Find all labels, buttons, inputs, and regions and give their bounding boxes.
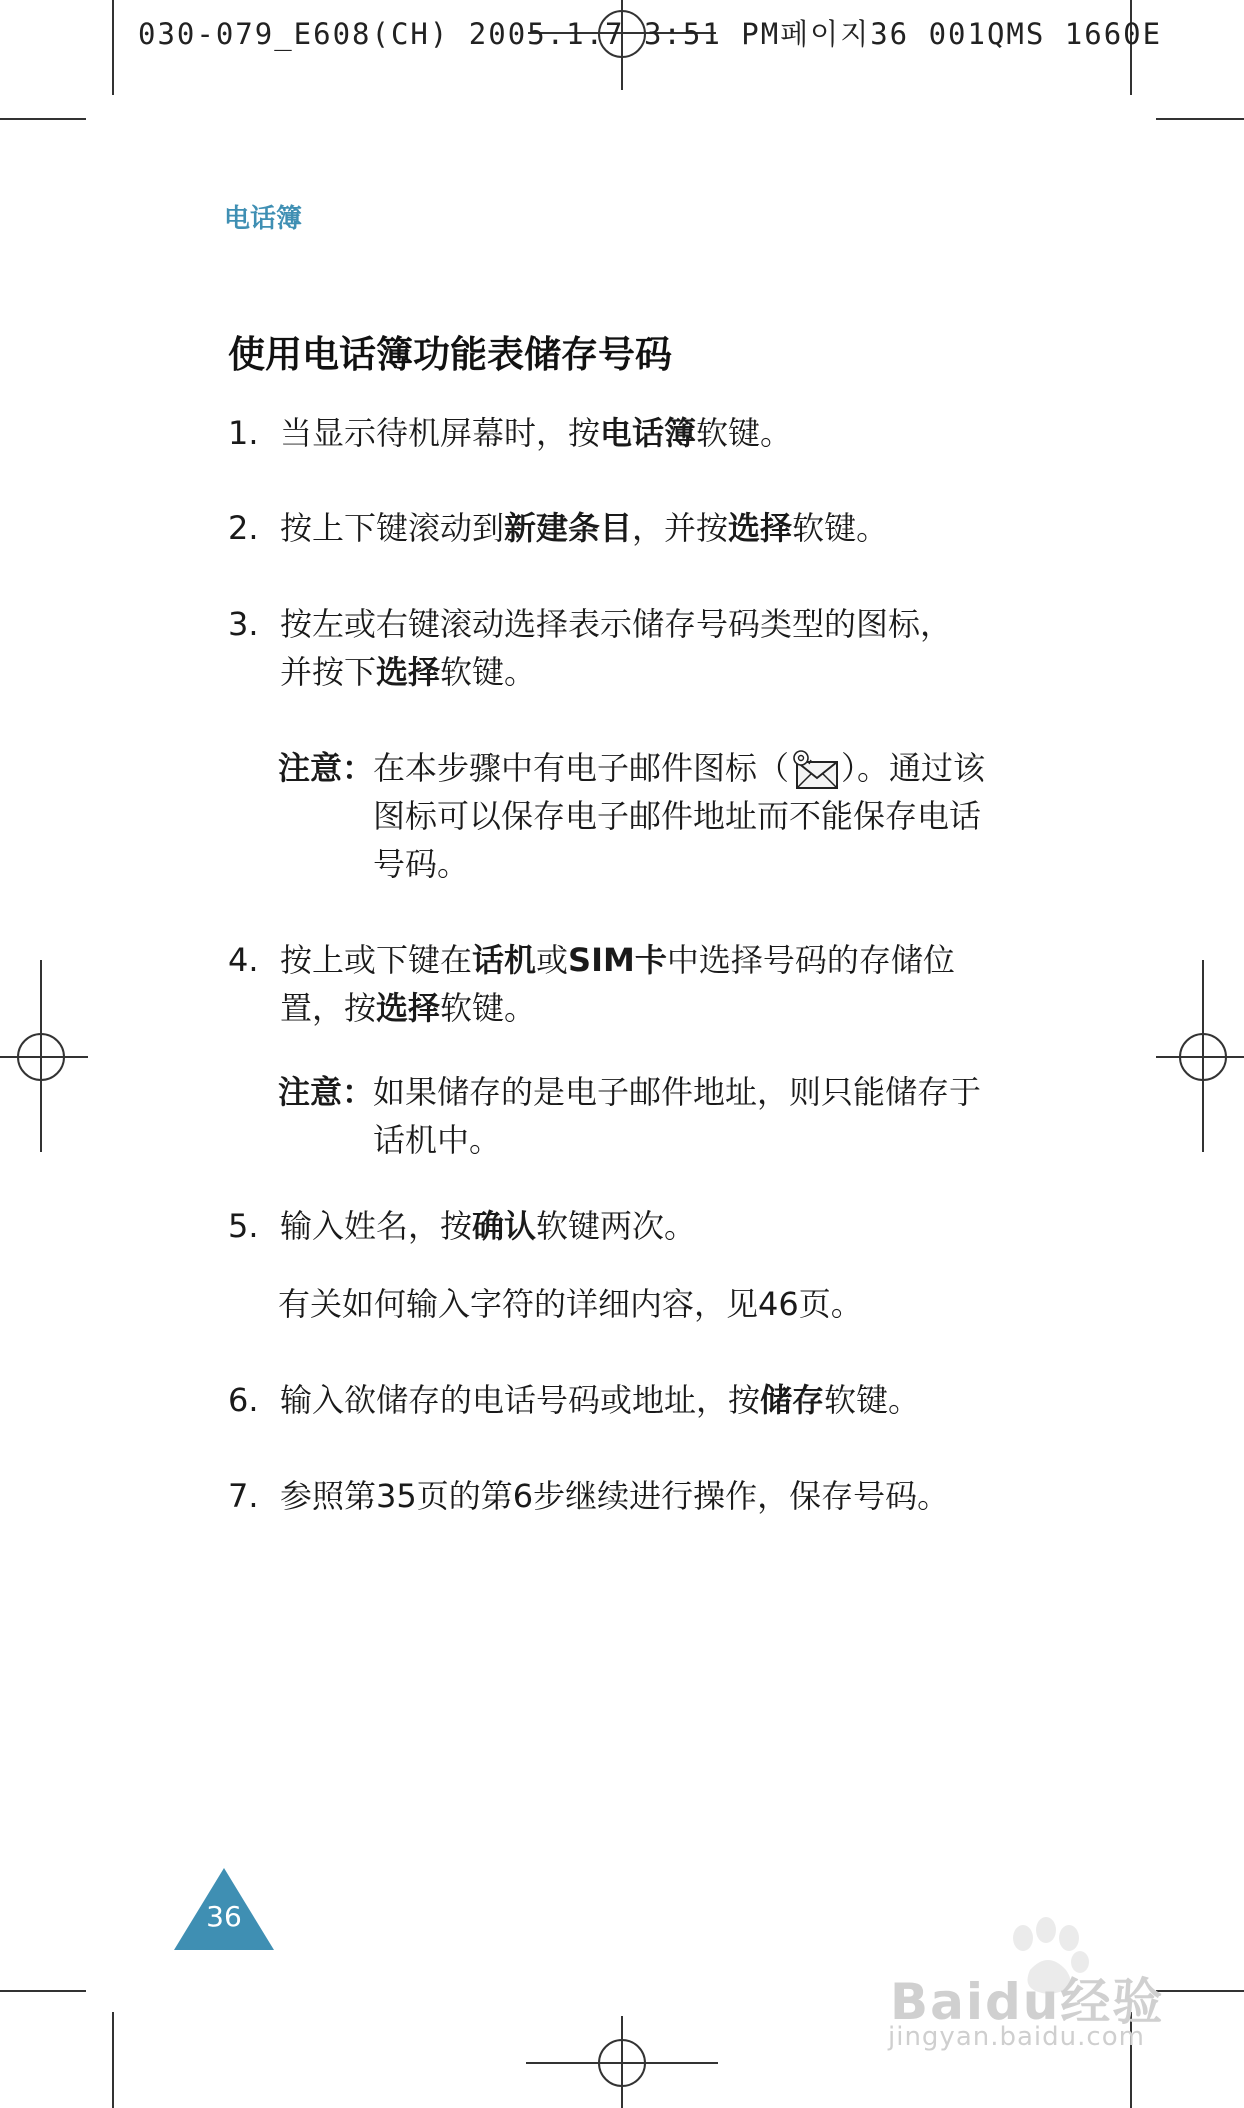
- registration-mark: [1179, 1033, 1227, 1081]
- step-number: 5.: [228, 1207, 259, 1245]
- registration-mark: [598, 2039, 646, 2087]
- reference-note: 有关如何输入字符的详细内容，见46页。: [278, 1285, 863, 1323]
- step-text: 输入姓名，按确认软键两次。: [280, 1207, 697, 1245]
- watermark-logo: Baidu经验: [890, 1973, 1165, 2031]
- step-1: [228, 409, 1008, 457]
- note-1: [278, 744, 998, 888]
- section-label: 电话簿: [224, 204, 303, 234]
- crop-mark: [112, 0, 114, 95]
- step-number: 4.: [228, 941, 259, 979]
- step-2: [228, 504, 1008, 552]
- step-text: 当显示待机屏幕时，按电话簿软键。: [280, 414, 793, 452]
- step-number: 3.: [228, 605, 259, 643]
- step-text: 按左或右键滚动选择表示储存号码类型的图标，并按下选择软键。: [280, 605, 953, 691]
- note-text: 如果储存的是电子邮件地址，则只能储存于话机中。: [373, 1073, 982, 1159]
- crop-mark: [112, 2012, 114, 2108]
- email-icon: [789, 748, 841, 792]
- step-4: [228, 936, 988, 1032]
- page-number: 36: [206, 1900, 242, 1933]
- note-label: 注意：: [278, 1073, 375, 1111]
- step-5: [228, 1202, 1008, 1250]
- step-text: 参照第35页的第6步继续进行操作，保存号码。: [280, 1477, 950, 1515]
- note-text: 在本步骤中有电子邮件图标（ ）。通过该图标可以保存电子邮件地址而不能保存电话号码。: [373, 749, 986, 883]
- page-title: 使用电话簿功能表储存号码: [228, 333, 672, 376]
- step-text: 按上或下键在话机或SIM卡中选择号码的存储位置，按选择软键。: [280, 941, 955, 1027]
- step-number: 6.: [228, 1381, 259, 1419]
- step-number: 7.: [228, 1477, 259, 1515]
- crop-mark: [0, 1990, 86, 1992]
- step-number: 1.: [228, 414, 259, 452]
- print-header: 030-079_E608(CH) 2005.1.7 3:51 PM페이지36 001QMS 1660E: [138, 17, 1163, 51]
- step-7: [228, 1472, 1008, 1520]
- step-number: 2.: [228, 509, 259, 547]
- registration-mark: [17, 1033, 65, 1081]
- note-label: 注意：: [278, 749, 375, 787]
- step-text: 按上下键滚动到新建条目，并按选择软键。: [280, 509, 889, 547]
- note-2: [278, 1068, 1008, 1164]
- watermark-url: jingyan.baidu.com: [888, 2022, 1145, 2052]
- step-6: [228, 1376, 1008, 1424]
- step-3: [228, 600, 988, 696]
- crop-mark: [1156, 118, 1244, 120]
- crop-mark: [0, 118, 86, 120]
- step-text: 输入欲储存的电话号码或地址，按储存软键。: [280, 1381, 921, 1419]
